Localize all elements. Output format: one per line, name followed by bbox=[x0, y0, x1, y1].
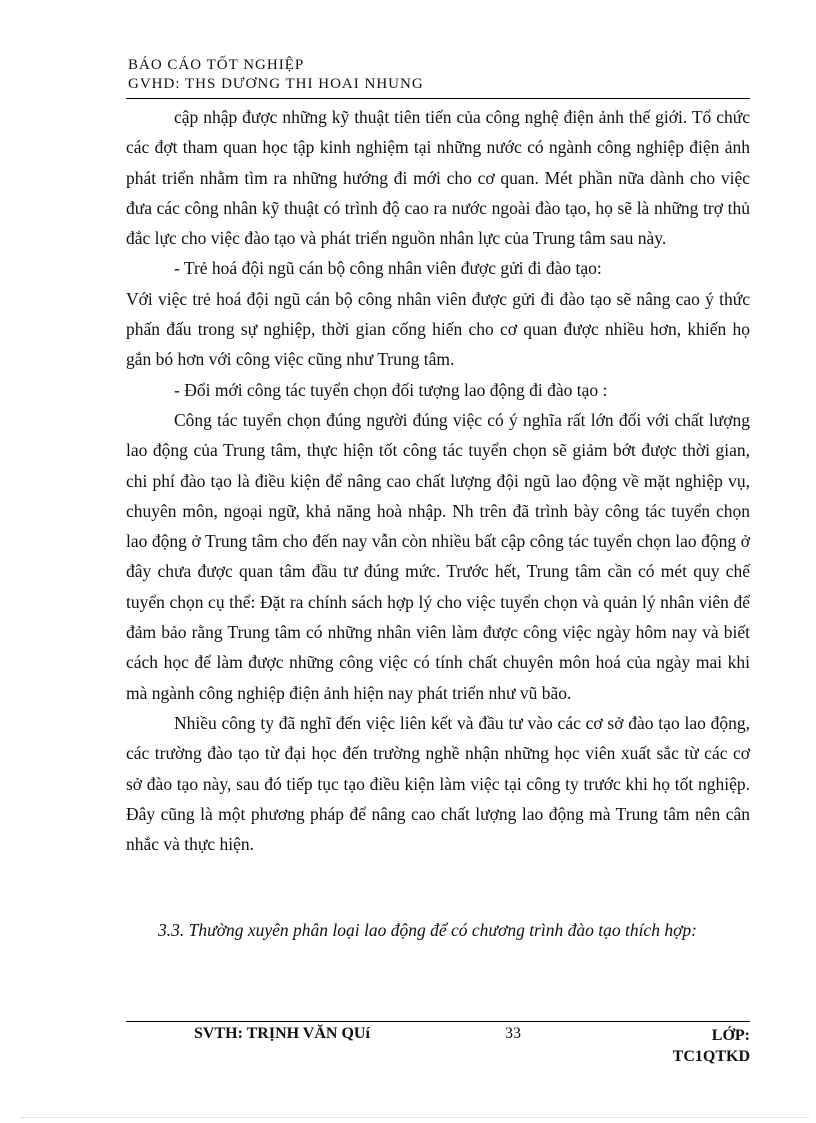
page-number: 33 bbox=[505, 1025, 521, 1042]
header-divider bbox=[126, 98, 750, 99]
footer-divider bbox=[126, 1021, 750, 1022]
footer-class bbox=[673, 1025, 750, 1067]
section-heading: 3.3. Thường xuyên phân loại lao động để có chương trình đào tạo thích hợp: bbox=[158, 920, 697, 940]
paragraph-2: - Trẻ hoá đội ngũ cán bộ công nhân viên được gửi đi đào tạo: bbox=[174, 258, 602, 279]
body-text bbox=[126, 102, 750, 859]
paragraph-5: Công tác tuyển chọn đúng người đúng việc có ý nghĩa rất lớn đối với chất lượng lao động của Trung tâm, thực hiện tốt công tác tuyển chọn sẽ giảm bớt được thời gian, chi phí đào tạo là điều kiện để nâng cao chất lượng đội ngũ lao động về mặt nghiệp vụ, chuyên môn, ngoại ngữ, khả năng hoà nhập. Nh trên đã trình bày công tác tuyển chọn lao động ở Trung tâm cho đến nay vẫn còn nhiều bất cập công tác tuyển chọn lao động ở đây chưa được quan tâm đầu tư đúng mức. Trước hết, Trung tâm cần có mét quy chế tuyển chọn cụ thể: Đặt ra chính sách hợp lý cho việc tuyển chọn và quản lý nhân viên để đảm bảo rằng Trung tâm có những nhân viên làm được công việc ngày hôm nay và biết cách học để làm được những công việc có tính chất chuyên môn hoá của ngày mai khi mà ngành công nghiệp điện ảnh hiện nay phát triển như vũ bão. bbox=[126, 409, 750, 703]
class-label: LỚP: bbox=[711, 1027, 750, 1044]
supervisor-line: GVHD: THS DƯƠNG THI HOAI NHUNG bbox=[128, 76, 424, 92]
paragraph-3: Với việc trẻ hoá đội ngũ cán bộ công nhân viên được gửi đi đào tạo sẽ nâng cao ý thức phấn đấu trong sự nghiệp, thời gian cống hiến cho cơ quan được nhiều hơn, khiến họ gắn bó hơn với công việc cũng như Trung tâm. bbox=[126, 288, 750, 370]
page-bottom-border bbox=[20, 1117, 810, 1118]
report-title: BÁO CÁO TỐT NGHIỆP bbox=[128, 57, 305, 73]
footer-student-name: SVTH: TRỊNH VĂN QUí bbox=[194, 1025, 370, 1042]
paragraph-4: - Đổi mới công tác tuyển chọn đối tượng lao động đi đào tạo : bbox=[174, 379, 608, 400]
paragraph-6: Nhiều công ty đã nghĩ đến việc liên kết và đầu tư vào các cơ sở đào tạo lao động, các trường đào tạo từ đại học đến trường nghề nhận những học viên xuất sắc từ các cơ sở đào tạo này, sau đó tiếp tục tạo điều kiện làm việc tại công ty trước khi họ tốt nghiệp. Đây cũng là một phương pháp để nâng cao chất lượng lao động mà Trung tâm nên cân nhắc và thực hiện. bbox=[126, 712, 750, 855]
paragraph-1: cập nhập được những kỹ thuật tiên tiến của công nghệ điện ảnh thế giới. Tổ chức các đợt tham quan học tập kinh nghiệm tại những nước có ngành công nghiệp điện ảnh phát triển nhằm tìm ra những hướng đi mới cho cơ quan. Mét phần nữa dành cho việc đưa các công nhân kỹ thuật có trình độ cao ra nước ngoài đào tạo, họ sẽ là những trợ thủ đắc lực cho việc đào tạo và phát triển nguồn nhân lực của Trung tâm sau này. bbox=[126, 107, 750, 249]
class-code: TC1QTKD bbox=[672, 1048, 750, 1065]
page-header bbox=[128, 56, 748, 94]
